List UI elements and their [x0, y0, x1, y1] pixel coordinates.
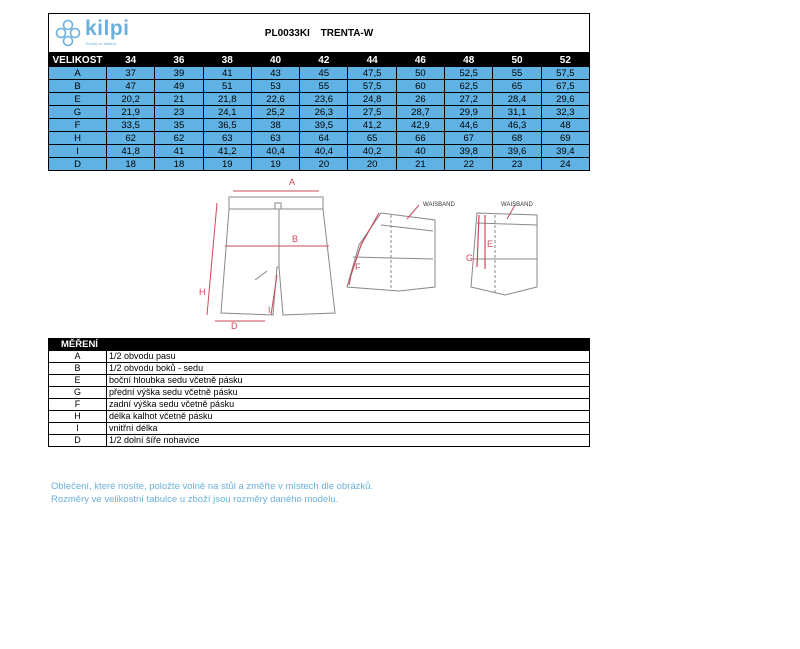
- size-row-label: G: [49, 106, 107, 119]
- size-row-a: [49, 67, 590, 80]
- size-cell: 43: [251, 67, 299, 80]
- size-cell: 40: [396, 145, 444, 158]
- label-g: G: [466, 253, 474, 263]
- waistband-label-back: WAISBAND: [423, 202, 455, 208]
- size-cell: 21: [155, 93, 203, 106]
- size-cell: 68: [493, 132, 541, 145]
- measurement-table: [48, 338, 590, 447]
- size-cell: 48: [541, 119, 589, 132]
- size-row-b: [49, 80, 590, 93]
- size-cell: 45: [300, 67, 348, 80]
- size-row-i: [49, 145, 590, 158]
- measurement-row: [49, 375, 590, 387]
- size-cell: 38: [251, 119, 299, 132]
- size-col: 36: [155, 54, 203, 67]
- size-cell: 29,9: [445, 106, 493, 119]
- size-row-label: F: [49, 119, 107, 132]
- header: [48, 13, 590, 53]
- size-cell: 26,3: [300, 106, 348, 119]
- measurement-code: D: [49, 435, 107, 447]
- size-cell: 24: [541, 158, 589, 171]
- measurement-row: [49, 399, 590, 411]
- size-cell: 28,4: [493, 93, 541, 106]
- size-cell: 39,5: [300, 119, 348, 132]
- size-row-e: [49, 93, 590, 106]
- measurement-desc: délka kalhot včetně pásku: [107, 411, 590, 423]
- side-front-drawing: [471, 213, 537, 295]
- size-cell: 41: [155, 145, 203, 158]
- size-col: 46: [396, 54, 444, 67]
- size-header-row: [49, 54, 590, 67]
- size-cell: 20,2: [107, 93, 155, 106]
- size-cell: 51: [203, 80, 251, 93]
- measurement-desc: 1/2 dolní šíře nohavice: [107, 435, 590, 447]
- measurement-row: [49, 411, 590, 423]
- size-cell: 22: [445, 158, 493, 171]
- measurement-row: [49, 423, 590, 435]
- size-header-label: VELIKOST: [49, 54, 107, 67]
- side-back-drawing: [347, 213, 435, 291]
- product-name: TRENTA-W: [320, 28, 374, 39]
- size-cell: 41,8: [107, 145, 155, 158]
- size-cell: 69: [541, 132, 589, 145]
- size-cell: 22,6: [251, 93, 299, 106]
- size-cell: 21: [396, 158, 444, 171]
- size-cell: 63: [251, 132, 299, 145]
- size-cell: 64: [300, 132, 348, 145]
- size-cell: 23: [493, 158, 541, 171]
- size-row-h: [49, 132, 590, 145]
- size-cell: 20: [300, 158, 348, 171]
- size-col: 48: [445, 54, 493, 67]
- size-col: 44: [348, 54, 396, 67]
- size-cell: 26: [396, 93, 444, 106]
- size-cell: 41,2: [348, 119, 396, 132]
- size-cell: 63: [203, 132, 251, 145]
- size-col: 34: [107, 54, 155, 67]
- measurement-row: [49, 435, 590, 447]
- size-cell: 57,5: [541, 67, 589, 80]
- label-i: I: [268, 305, 271, 315]
- label-f: F: [355, 262, 361, 272]
- measurement-desc: přední výška sedu včetně pásku: [107, 387, 590, 399]
- size-row-label: E: [49, 93, 107, 106]
- label-d: D: [231, 321, 238, 330]
- size-cell: 19: [251, 158, 299, 171]
- size-cell: 18: [107, 158, 155, 171]
- measurement-code: H: [49, 411, 107, 423]
- size-cell: 49: [155, 80, 203, 93]
- measurement-code: E: [49, 375, 107, 387]
- waistband-label-front: WAISBAND: [501, 202, 533, 208]
- measurement-row: [49, 387, 590, 399]
- size-cell: 53: [251, 80, 299, 93]
- size-cell: 65: [493, 80, 541, 93]
- size-cell: 20: [348, 158, 396, 171]
- note-line-2: Rozměry ve velikostní tabulce u zboží jsou rozměry daného modelu.: [51, 494, 339, 505]
- size-cell: 41,2: [203, 145, 251, 158]
- size-cell: 60: [396, 80, 444, 93]
- measurement-code: B: [49, 363, 107, 375]
- size-cell: 62,5: [445, 80, 493, 93]
- note-line-1: Oblečení, které nosíte, položte volně na stůl a změřte v místech dle obrázků.: [51, 481, 374, 492]
- size-cell: 39,6: [493, 145, 541, 158]
- size-cell: 39: [155, 67, 203, 80]
- size-cell: 42,9: [396, 119, 444, 132]
- size-cell: 52,5: [445, 67, 493, 80]
- size-col: 42: [300, 54, 348, 67]
- size-cell: 24,1: [203, 106, 251, 119]
- size-row-f: [49, 119, 590, 132]
- size-cell: 44,6: [445, 119, 493, 132]
- label-e: E: [487, 239, 494, 249]
- size-cell: 27,5: [348, 106, 396, 119]
- size-cell: 55: [493, 67, 541, 80]
- label-a: A: [289, 177, 296, 187]
- size-cell: 31,1: [493, 106, 541, 119]
- size-col: 38: [203, 54, 251, 67]
- measurement-desc: zadní výška sedu včetně pásku: [107, 399, 590, 411]
- size-row-label: D: [49, 158, 107, 171]
- size-cell: 47: [107, 80, 155, 93]
- measurement-desc: 1/2 obvodu pasu: [107, 351, 590, 363]
- size-cell: 32,3: [541, 106, 589, 119]
- measurement-code: I: [49, 423, 107, 435]
- size-cell: 62: [107, 132, 155, 145]
- measurement-desc: vnitřní délka: [107, 423, 590, 435]
- size-cell: 25,2: [251, 106, 299, 119]
- size-cell: 29,6: [541, 93, 589, 106]
- size-cell: 50: [396, 67, 444, 80]
- brand-tagline: Trendy ve fashion: [85, 41, 117, 46]
- size-cell: 47,5: [348, 67, 396, 80]
- size-row-label: B: [49, 80, 107, 93]
- measurement-desc: boční hloubka sedu včetně pásku: [107, 375, 590, 387]
- size-cell: 33,5: [107, 119, 155, 132]
- size-col: 50: [493, 54, 541, 67]
- size-cell: 37: [107, 67, 155, 80]
- measurement-diagrams: [195, 175, 545, 330]
- size-cell: 24,8: [348, 93, 396, 106]
- size-row-label: A: [49, 67, 107, 80]
- size-cell: 46,3: [493, 119, 541, 132]
- size-cell: 67: [445, 132, 493, 145]
- brand-name: kilpi: [85, 17, 130, 40]
- size-cell: 40,2: [348, 145, 396, 158]
- size-cell: 62: [155, 132, 203, 145]
- size-cell: 40,4: [251, 145, 299, 158]
- measurement-code: A: [49, 351, 107, 363]
- size-cell: 21,8: [203, 93, 251, 106]
- size-cell: 19: [203, 158, 251, 171]
- product-code: PL0033KI: [264, 28, 310, 39]
- measurement-code: G: [49, 387, 107, 399]
- label-h: H: [199, 287, 206, 297]
- size-cell: 39,4: [541, 145, 589, 158]
- size-cell: 21,9: [107, 106, 155, 119]
- size-cell: 28,7: [396, 106, 444, 119]
- size-cell: 41: [203, 67, 251, 80]
- front-shorts-drawing: [221, 197, 335, 315]
- size-cell: 39,8: [445, 145, 493, 158]
- size-cell: 66: [396, 132, 444, 145]
- measurement-row: [49, 351, 590, 363]
- size-cell: 23: [155, 106, 203, 119]
- measurement-row: [49, 363, 590, 375]
- size-col: 52: [541, 54, 589, 67]
- measurement-header: MĚŘENÍ: [49, 339, 590, 351]
- size-cell: 40,4: [300, 145, 348, 158]
- size-cell: 67,5: [541, 80, 589, 93]
- size-row-g: [49, 106, 590, 119]
- size-cell: 18: [155, 158, 203, 171]
- size-cell: 55: [300, 80, 348, 93]
- size-row-label: I: [49, 145, 107, 158]
- size-cell: 23,6: [300, 93, 348, 106]
- measurement-desc: 1/2 obvodu boků - sedu: [107, 363, 590, 375]
- size-cell: 36,5: [203, 119, 251, 132]
- size-table: [48, 53, 590, 171]
- size-cell: 35: [155, 119, 203, 132]
- product-title: [49, 28, 589, 39]
- size-cell: 27,2: [445, 93, 493, 106]
- size-col: 40: [251, 54, 299, 67]
- label-b: B: [292, 234, 299, 244]
- size-cell: 57,5: [348, 80, 396, 93]
- size-row-d: [49, 158, 590, 171]
- size-cell: 65: [348, 132, 396, 145]
- measurement-code: F: [49, 399, 107, 411]
- size-row-label: H: [49, 132, 107, 145]
